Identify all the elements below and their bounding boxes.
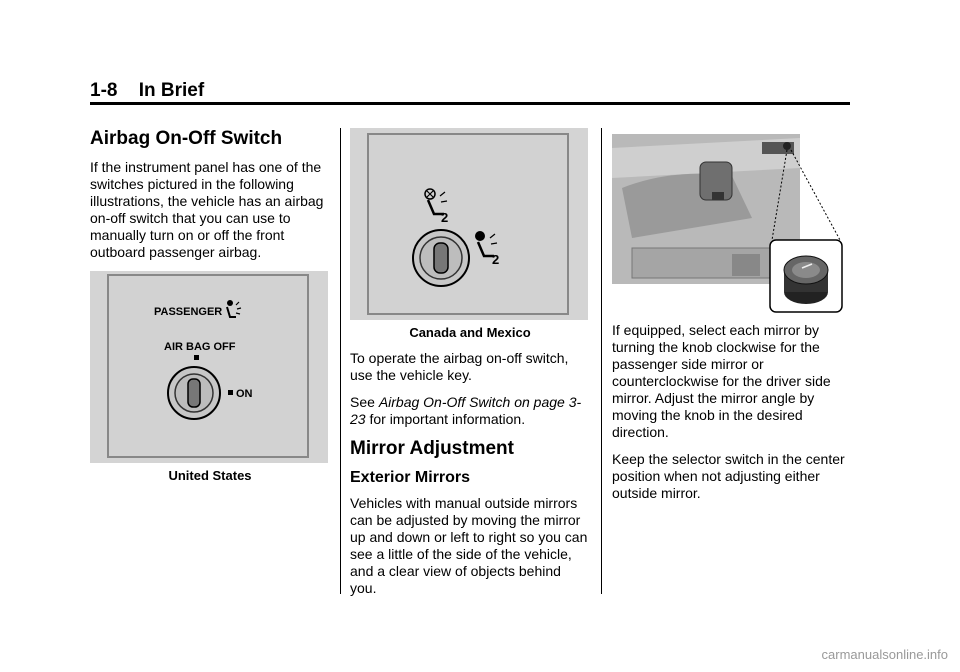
see-prefix: See	[350, 394, 379, 410]
selector-center-paragraph: Keep the selector switch in the center position when not adjusting either outside mirror.	[612, 451, 845, 501]
header-rule	[90, 102, 850, 105]
off-indicator	[194, 355, 199, 360]
mirror-select-paragraph: If equipped, select each mirror by turning the knob clockwise for the passenger side mirror or counterclockwise for the driver side mirror. Adjust the mirror angle by moving the knob in the desired direction.	[612, 322, 831, 440]
section-title: In Brief	[138, 80, 205, 101]
column-divider-2	[601, 128, 602, 594]
mirror-control-figure	[612, 128, 846, 318]
mirror-heading: Mirror Adjustment	[350, 438, 514, 459]
page-reference-link[interactable]: Airbag On-Off Switch on page 3-23	[350, 394, 582, 427]
on-label: ON	[236, 387, 253, 400]
canada-switch-figure	[350, 128, 588, 320]
column-1	[90, 128, 330, 493]
page-header	[90, 80, 204, 102]
us-caption: United States	[168, 467, 252, 483]
see-reference-paragraph	[350, 394, 590, 428]
column-divider-1	[340, 128, 341, 594]
on-icon-number: 2	[492, 252, 500, 267]
airbag-intro: If the instrument panel has one of the switches pictured in the following illustrations, the vehicle has an airbag on-off switch that you can use to manually turn on or off the front outboard passenger airbag.	[90, 158, 324, 260]
us-switch-figure	[90, 271, 328, 463]
key-lock-cylinder	[413, 230, 469, 286]
page-number: 1-8	[90, 80, 118, 101]
column-2	[350, 128, 590, 607]
operate-paragraph: To operate the airbag on-off switch, use the vehicle key.	[350, 350, 569, 383]
mirror-knob-icon	[784, 256, 828, 304]
speaker-grille	[732, 254, 760, 276]
key-lock-cylinder	[168, 367, 220, 419]
exterior-mirrors-subheading: Exterior Mirrors	[350, 468, 471, 486]
see-suffix: for important information.	[365, 411, 526, 427]
manual-mirrors-paragraph: Vehicles with manual outside mirrors can be adjusted by moving the mirror up and down or left to right so you can see a little of the side of the vehicle, and a clear view of objects behind you.	[350, 494, 588, 596]
off-icon-number: 2	[441, 210, 449, 225]
lock-button	[712, 192, 724, 200]
watermark: carmanualsonline.info	[821, 647, 948, 662]
airbag-off-label: AIR BAG OFF	[164, 340, 236, 353]
column-3	[612, 128, 852, 512]
mirror-knob-location	[783, 142, 791, 150]
canada-caption: Canada and Mexico	[409, 325, 531, 340]
airbag-heading: Airbag On-Off Switch	[90, 128, 283, 149]
passenger-label: PASSENGER	[154, 305, 223, 318]
on-indicator	[228, 390, 233, 395]
